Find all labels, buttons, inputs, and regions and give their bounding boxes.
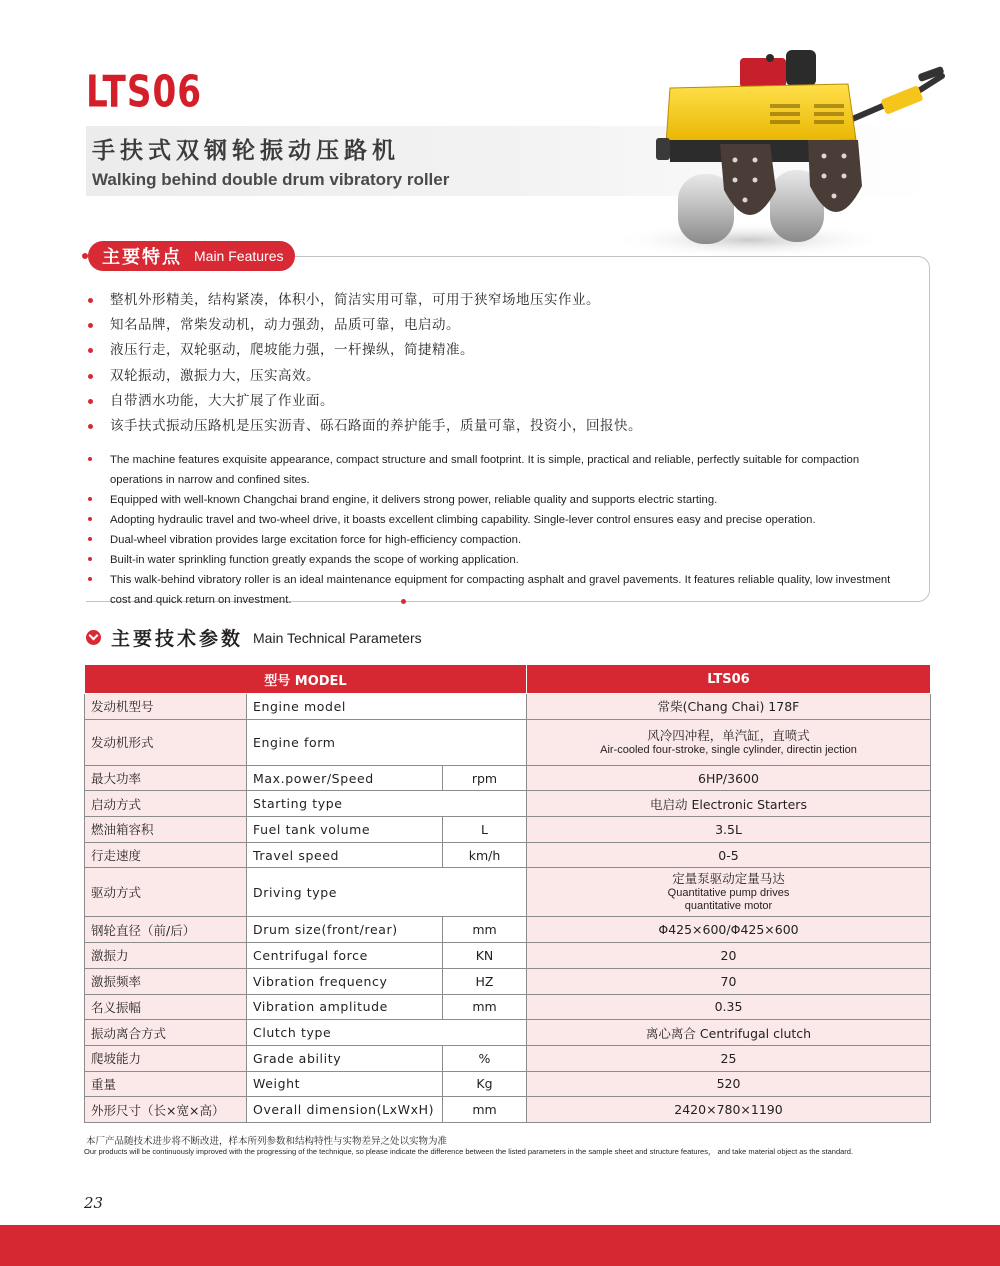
- table-row: [85, 1045, 931, 1071]
- param-value-cn: 定量泵驱动定量马达: [672, 871, 785, 887]
- param-cn: 外形尺寸（长×宽×高）: [85, 1097, 247, 1123]
- param-value-en: Air-cooled four-stroke, single cylinder, directin jection: [600, 743, 857, 756]
- chevron-down-icon: [86, 630, 101, 645]
- param-unit: L: [443, 817, 527, 843]
- param-en: Driving type: [247, 868, 527, 917]
- param-value: 离心离合 Centrifugal clutch: [527, 1020, 931, 1046]
- param-en: Clutch type: [247, 1020, 527, 1046]
- param-value-en: Quantitative pump drives: [667, 887, 790, 900]
- feature-cn-item: 该手扶式振动压路机是压实沥青、砾石路面的养护能手，质量可靠，投资小，回报快。: [88, 414, 918, 439]
- title-cn: 手扶式双钢轮振动压路机: [92, 138, 400, 164]
- tech-heading-cn: 主要技术参数: [111, 628, 244, 650]
- param-unit: mm: [443, 1097, 527, 1123]
- feature-en-item: The machine features exquisite appearance, compact structure and small footprint. It is simple, practical and reliable, perfectly suitable for compaction operations in narrow and confined sites.: [88, 450, 908, 490]
- table-row: [85, 719, 931, 765]
- param-cn: 重量: [85, 1071, 247, 1097]
- param-unit: Kg: [443, 1071, 527, 1097]
- param-unit: mm: [443, 994, 527, 1020]
- table-row: [85, 868, 931, 917]
- param-cn: 启动方式: [85, 791, 247, 817]
- param-cn: 行走速度: [85, 842, 247, 868]
- tech-heading: [86, 624, 422, 651]
- param-en: Overall dimension(LxWxH): [247, 1097, 443, 1123]
- param-cn: 激振力: [85, 943, 247, 969]
- param-value: 常柴(Chang Chai) 178F: [527, 694, 931, 720]
- param-unit: mm: [443, 917, 527, 943]
- param-unit: %: [443, 1045, 527, 1071]
- feature-en-item: Adopting hydraulic travel and two-wheel drive, it boasts excellent climbing capability. Single-lever control ensures easy and precise operation.: [88, 510, 908, 530]
- param-en: Weight: [247, 1071, 443, 1097]
- param-value-cn: 风冷四冲程，单汽缸，直喷式: [647, 727, 810, 743]
- param-value: 6HP/3600: [527, 765, 931, 791]
- table-row: [85, 968, 931, 994]
- table-row: [85, 694, 931, 720]
- param-en: Drum size(front/rear): [247, 917, 443, 943]
- table-row: [85, 1071, 931, 1097]
- param-value: 20: [527, 943, 931, 969]
- param-cn: 发动机形式: [85, 719, 247, 765]
- param-cn: 激振频率: [85, 968, 247, 994]
- param-en: Travel speed: [247, 842, 443, 868]
- param-value: 2420×780×1190: [527, 1097, 931, 1123]
- footnote-cn: 本厂产品随技术进步将不断改进，样本所列参数和结构特性与实物差异之处以实物为准: [86, 1136, 448, 1147]
- param-cn: 驱动方式: [85, 868, 247, 917]
- param-en: Vibration frequency: [247, 968, 443, 994]
- parameters-table: [84, 664, 931, 1123]
- feature-cn-item: 知名品牌，常柴发动机，动力强劲，品质可靠，电启动。: [88, 313, 918, 338]
- param-value: 70: [527, 968, 931, 994]
- feature-cn-item: 液压行走，双轮驱动，爬坡能力强，一杆操纵，简捷精准。: [88, 338, 918, 363]
- param-cn: 最大功率: [85, 765, 247, 791]
- param-unit: HZ: [443, 968, 527, 994]
- features-heading: [88, 241, 295, 271]
- feature-cn-item: 自带洒水功能，大大扩展了作业面。: [88, 389, 918, 414]
- features-en-list: [88, 450, 908, 610]
- feature-en-item: Built-in water sprinkling function greatly expands the scope of working application.: [88, 550, 908, 570]
- footnote-en: Our products will be continuously improved with the progressing of the technique, so please indicate the difference between the listed parameters in the sample sheet and structure features， and take material object as the standard.: [84, 1147, 854, 1156]
- bottom-bar: [0, 1225, 1000, 1266]
- param-cn: 燃油箱容积: [85, 817, 247, 843]
- header-model: 型号 MODEL: [85, 665, 527, 694]
- feature-en-item: Dual-wheel vibration provides large excitation force for high-efficiency compaction.: [88, 530, 908, 550]
- tech-heading-en: Main Technical Parameters: [253, 629, 422, 646]
- param-unit: rpm: [443, 765, 527, 791]
- feature-en-item: Equipped with well-known Changchai brand engine, it delivers strong power, reliable quality and supports electric starting.: [88, 490, 908, 510]
- feature-cn-item: 双轮振动，激振力大，压实高效。: [88, 364, 918, 389]
- header-model-value: LTS06: [527, 665, 931, 694]
- param-cn: 名义振幅: [85, 994, 247, 1020]
- param-value: 电启动 Electronic Starters: [527, 791, 931, 817]
- param-value: Φ425×600/Φ425×600: [527, 917, 931, 943]
- roller-machine-image: [600, 40, 950, 260]
- table-header-row: [85, 665, 931, 694]
- table-row: [85, 817, 931, 843]
- page-number: 23: [84, 1194, 104, 1212]
- param-en: Centrifugal force: [247, 943, 443, 969]
- feature-en-item: This walk-behind vibratory roller is an ideal maintenance equipment for compacting asphalt and gravel pavements. It features reliable quality, low investment cost and quick return on investment.: [88, 570, 908, 610]
- param-en: Grade ability: [247, 1045, 443, 1071]
- param-en: Starting type: [247, 791, 527, 817]
- table-row: [85, 994, 931, 1020]
- feature-cn-item: 整机外形精美，结构紧凑，体积小，简洁实用可靠，可用于狭窄场地压实作业。: [88, 288, 918, 313]
- table-row: [85, 842, 931, 868]
- table-row: [85, 943, 931, 969]
- param-cn: 振动离合方式: [85, 1020, 247, 1046]
- param-value: [527, 868, 931, 917]
- param-en: Vibration amplitude: [247, 994, 443, 1020]
- param-en: Engine model: [247, 694, 527, 720]
- param-en: Max.power/Speed: [247, 765, 443, 791]
- table-row: [85, 1020, 931, 1046]
- features-end-dot: [401, 599, 406, 604]
- param-value-en: quantitative motor: [684, 900, 773, 913]
- model-code: LTS06: [86, 66, 203, 117]
- features-heading-cn: 主要特点: [102, 247, 182, 268]
- param-cn: 发动机型号: [85, 694, 247, 720]
- table-row: [85, 1097, 931, 1123]
- param-value: 0.35: [527, 994, 931, 1020]
- features-cn-list: [88, 288, 918, 439]
- features-heading-en: Main Features: [194, 248, 284, 264]
- param-unit: KN: [443, 943, 527, 969]
- table-row: [85, 791, 931, 817]
- param-value: 520: [527, 1071, 931, 1097]
- param-value: 3.5L: [527, 817, 931, 843]
- title-en: Walking behind double drum vibratory roller: [92, 170, 450, 189]
- param-cn: 钢轮直径（前/后）: [85, 917, 247, 943]
- table-row: [85, 765, 931, 791]
- param-value: 0-5: [527, 842, 931, 868]
- param-unit: km/h: [443, 842, 527, 868]
- param-value: 25: [527, 1045, 931, 1071]
- param-en: Fuel tank volume: [247, 817, 443, 843]
- param-value: [527, 719, 931, 765]
- param-en: Engine form: [247, 719, 527, 765]
- table-row: [85, 917, 931, 943]
- param-cn: 爬坡能力: [85, 1045, 247, 1071]
